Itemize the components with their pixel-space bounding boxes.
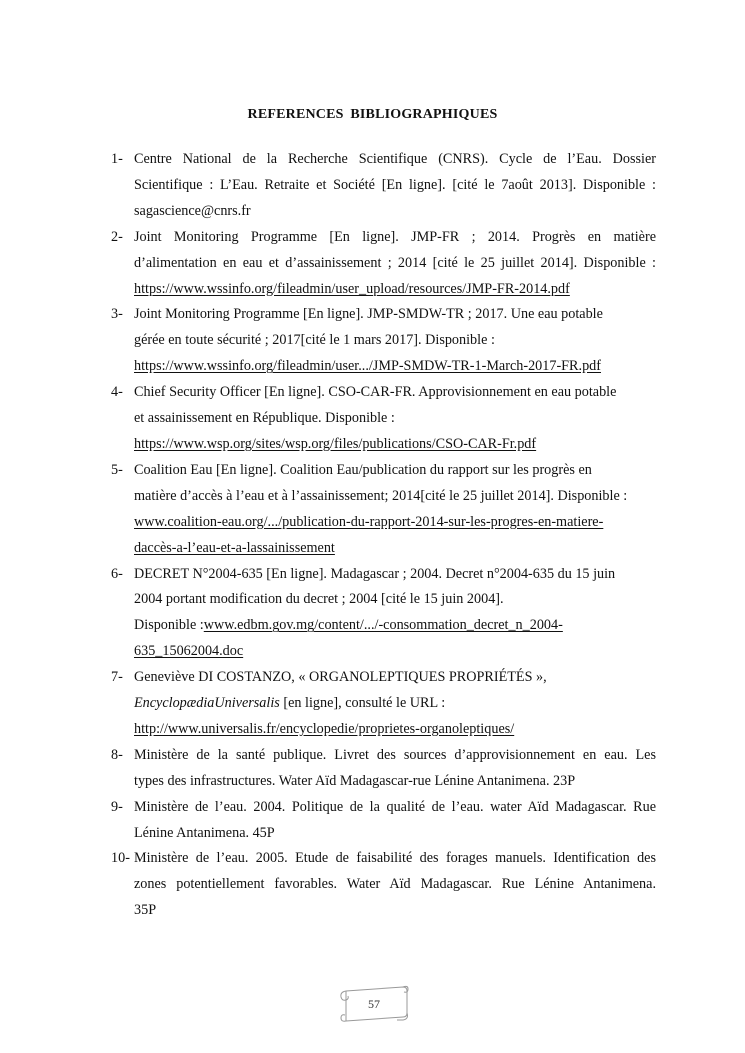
- reference-item-6: [111, 562, 656, 666]
- reference-text: 35P: [134, 902, 157, 919]
- reference-number: 9-: [111, 798, 123, 815]
- reference-number: 10-: [111, 850, 130, 867]
- reference-number: 7-: [111, 669, 123, 686]
- reference-text: Disponible :: [134, 617, 204, 634]
- reference-text: Ministère de l’eau. 2004. Politique de la qualité de l’eau. water Aïd Madagascar. Rue: [134, 798, 656, 815]
- reference-item-7: [111, 665, 656, 743]
- reference-number: 3-: [111, 306, 123, 323]
- reference-number: 5-: [111, 461, 123, 478]
- reference-text: Lénine Antanimena. 45P: [134, 824, 275, 841]
- reference-item-5: [111, 458, 656, 562]
- reference-text: Centre National de la Recherche Scientifique (CNRS). Cycle de l’Eau. Dossier: [134, 151, 656, 167]
- reference-text: Geneviève DI COSTANZO, « ORGANOLEPTIQUES PROPRIÉTÉS »,: [134, 669, 547, 686]
- reference-text: Coalition Eau [En ligne]. Coalition Eau/publication du rapport sur les progrès en: [134, 461, 592, 478]
- reference-list: [111, 147, 656, 924]
- reference-text: types des infrastructures. Water Aïd Madagascar-rue Lénine Antanimena. 23P: [134, 772, 576, 789]
- reference-text: Scientifique : L’Eau. Retraite et Société [En ligne]. [cité le 7août 2013]. Disponible :: [134, 176, 656, 193]
- reference-text: Ministère de la santé publique. Livret des sources d’approvisionnement en eau. Les: [134, 746, 656, 763]
- reference-link[interactable]: https://www.wssinfo.org/fileadmin/user.../JMP-SMDW-TR-1-March-2017-FR.pdf: [134, 358, 601, 375]
- reference-item-4: [111, 380, 656, 458]
- reference-text: [en ligne], consulté le URL :: [279, 695, 446, 712]
- reference-text: 2004 portant modification du decret ; 2004 [cité le 15 juin 2004].: [134, 591, 504, 608]
- reference-number: 2-: [111, 228, 123, 245]
- reference-item-2: [111, 225, 656, 303]
- reference-text: gérée en toute sécurité ; 2017[cité le 1 mars 2017]. Disponible :: [134, 332, 495, 349]
- reference-text: d’alimentation en eau et d’assainissement ; 2014 [cité le 25 juillet 2014]. Disponible :: [134, 254, 656, 271]
- reference-text: et assainissement en République. Disponible :: [134, 410, 395, 427]
- reference-item-9: [111, 795, 656, 847]
- reference-link[interactable]: https://www.wssinfo.org/fileadmin/user_upload/resources/JMP-FR-2014.pdf: [134, 280, 570, 297]
- page-title: REFERENCES BIBLIOGRAPHIQUES: [247, 107, 498, 122]
- reference-number: 4-: [111, 384, 123, 401]
- reference-number: 1-: [111, 151, 123, 167]
- reference-item-1: [111, 147, 656, 225]
- page-footer: [337, 983, 407, 1023]
- reference-text: Ministère de l’eau. 2005. Etude de faisabilité des forages manuels. Identification des: [134, 850, 656, 867]
- reference-link[interactable]: www.edbm.gov.mg/content/.../-consommation_decret_n_2004-: [203, 617, 563, 634]
- reference-item-10: [111, 846, 656, 924]
- reference-text: zones potentiellement favorables. Water Aïd Madagascar. Rue Lénine Antanimena.: [134, 876, 656, 893]
- reference-number: 8-: [111, 746, 123, 763]
- reference-text: Chief Security Officer [En ligne]. CSO-CAR-FR. Approvisionnement en eau potable: [134, 384, 617, 401]
- reference-text: Joint Monitoring Programme [En ligne]. JMP-FR ; 2014. Progrès en matière: [134, 228, 656, 245]
- encyclopedia-title: EncyclopædiaUniversalis: [134, 695, 280, 712]
- reference-link[interactable]: http://www.universalis.fr/encyclopedie/proprietes-organoleptiques/: [134, 720, 515, 737]
- reference-link-continued[interactable]: 635_15062004.doc: [134, 643, 244, 660]
- reference-item-3: [111, 302, 656, 380]
- reference-item-8: [111, 743, 656, 795]
- reference-email: sagascience@cnrs.fr: [134, 202, 251, 219]
- reference-link-continued[interactable]: daccès-a-l’eau-et-a-lassainissement: [134, 539, 335, 556]
- reference-link[interactable]: https://www.wsp.org/sites/wsp.org/files/publications/CSO-CAR-Fr.pdf: [134, 435, 537, 452]
- reference-text: matière d’accès à l’eau et à l’assainissement; 2014[cité le 25 juillet 2014]. Disponible :: [134, 487, 628, 504]
- page-number: 57: [368, 997, 380, 1011]
- reference-number: 6-: [111, 565, 123, 582]
- reference-text: Joint Monitoring Programme [En ligne]. JMP-SMDW-TR ; 2017. Une eau potable: [134, 306, 603, 323]
- reference-text: DECRET N°2004-635 [En ligne]. Madagascar ; 2004. Decret n°2004-635 du 15 juin: [134, 565, 616, 582]
- reference-link[interactable]: www.coalition-eau.org/.../publication-du-rapport-2014-sur-les-progres-en-matiere-: [134, 513, 604, 530]
